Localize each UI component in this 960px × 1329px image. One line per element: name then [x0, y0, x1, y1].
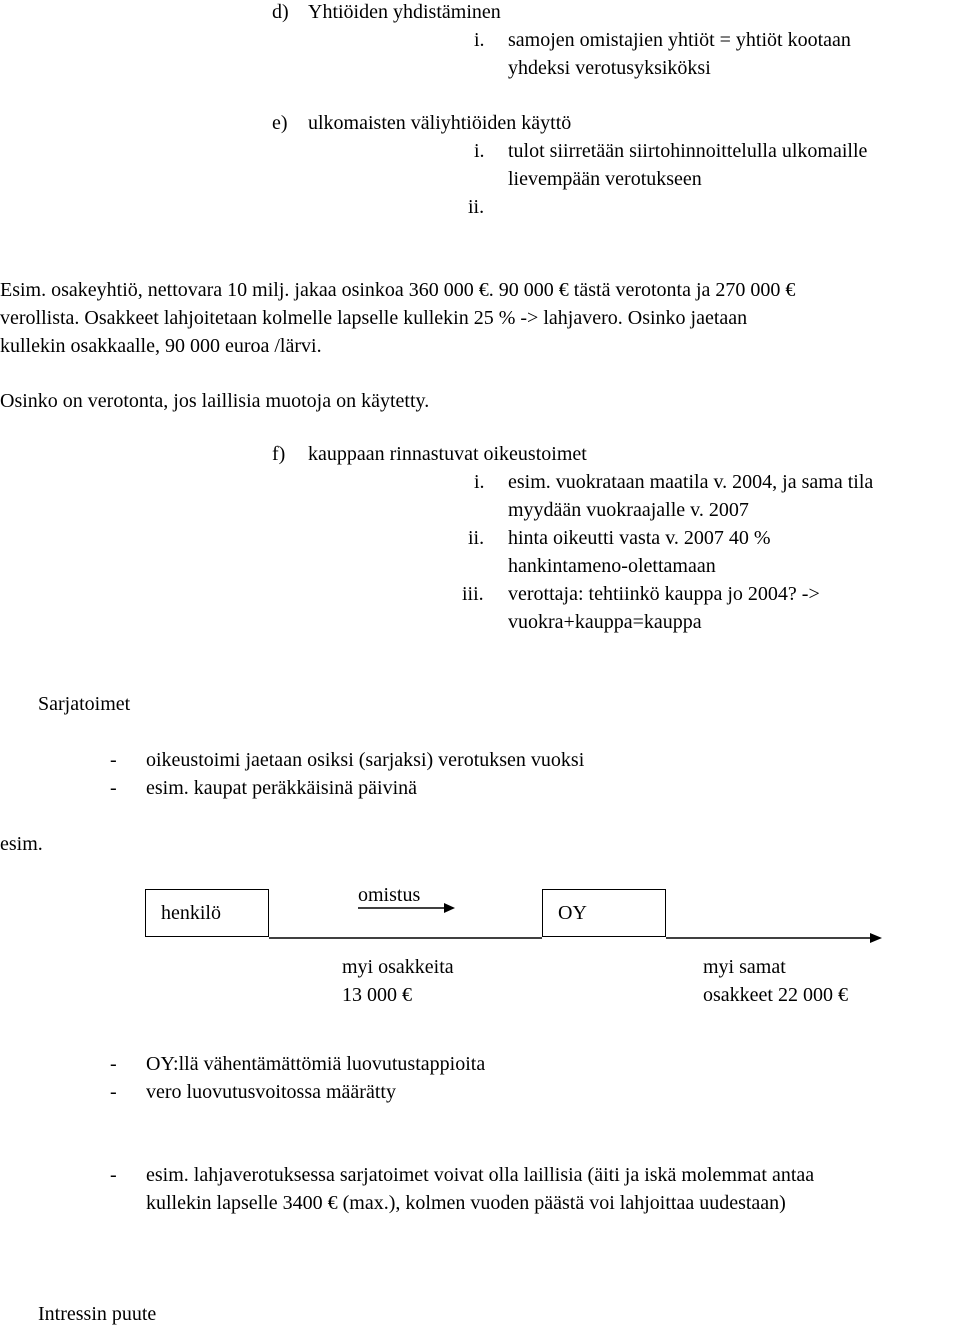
section-f-item-marker: ii.	[468, 527, 485, 549]
sale2-label: myi samat	[703, 956, 786, 978]
sale2-amount: osakkeet 22 000 €	[703, 984, 848, 1006]
section-e-item-line: tulot siirretään siirtohinnoittelulla ulkomaille	[508, 140, 868, 162]
person-box-label: henkilö	[161, 902, 221, 924]
sarjatoimet-bullet: oikeustoimi jaetaan osiksi (sarjaksi) verotuksen vuoksi	[146, 749, 585, 771]
sarjatoimet-bullet: esim. kaupat peräkkäisinä päivinä	[146, 777, 418, 799]
example-paragraph-line: kullekin osakkaalle, 90 000 euroa /lärvi.	[0, 335, 322, 357]
section-d-item-marker: i.	[474, 29, 485, 51]
section-f-item-line: esim. vuokrataan maatila v. 2004, ja sama tila	[508, 471, 874, 493]
sale1-amount: 13 000 €	[342, 984, 412, 1006]
section-e-item-marker: i.	[474, 140, 485, 162]
company-box-label: OY	[558, 902, 587, 924]
sale-arrow-head	[870, 933, 882, 943]
section-d-item-line: yhdeksi verotusyksiköksi	[508, 57, 711, 79]
ownership-arrow-head	[444, 903, 455, 913]
section-d-title: Yhtiöiden yhdistäminen	[308, 1, 501, 23]
section-e-label: e)	[272, 112, 288, 134]
section-e-item-line: lievempään verotukseen	[508, 168, 702, 190]
oy-bullet: vero luovutusvoitossa määrätty	[146, 1081, 396, 1103]
section-e-title: ulkomaisten väliyhtiöiden käyttö	[308, 112, 572, 134]
section-f-item-line: verottaja: tehtiinkö kauppa jo 2004? ->	[508, 583, 820, 605]
section-f-item-line: myydään vuokraajalle v. 2007	[508, 499, 749, 521]
section-f-item-line: hankintameno-olettamaan	[508, 555, 716, 577]
section-f-item-line: vuokra+kauppa=kauppa	[508, 611, 702, 633]
section-e-item-marker: ii.	[468, 196, 485, 218]
sarjatoimet-heading: Sarjatoimet	[38, 693, 131, 715]
gift-bullet-line: kullekin lapselle 3400 € (max.), kolmen vuoden päästä voi lahjoittaa uudestaan)	[146, 1192, 786, 1214]
bullet-dash: -	[110, 777, 117, 799]
section-f-item-marker: i.	[474, 471, 485, 493]
sale1-label: myi osakkeita	[342, 956, 454, 978]
section-d-label: d)	[272, 1, 289, 23]
example-paragraph-line: verollista. Osakkeet lahjoitetaan kolmelle lapselle kullekin 25 % -> lahjavero. Osinko jaetaan	[0, 307, 748, 329]
esim-label: esim.	[0, 833, 43, 855]
oy-bullet: OY:llä vähentämättömiä luovutustappioita	[146, 1053, 486, 1075]
bullet-dash: -	[110, 1053, 117, 1075]
example-paragraph-line: Esim. osakeyhtiö, nettovara 10 milj. jakaa osinkoa 360 000 €. 90 000 € tästä verotonta ja 270 000 €	[0, 279, 796, 301]
section-d-item-line: samojen omistajien yhtiöt = yhtiöt kootaan	[508, 29, 851, 51]
bottom-heading: Intressin puute	[38, 1303, 157, 1325]
gift-bullet-line: esim. lahjaverotuksessa sarjatoimet voivat olla laillisia (äiti ja iskä molemmat antaa	[146, 1164, 815, 1186]
section-f-title: kauppaan rinnastuvat oikeustoimet	[308, 443, 587, 465]
tax-free-note: Osinko on verotonta, jos laillisia muotoja on käytetty.	[0, 390, 430, 412]
section-f-item-line: hinta oikeutti vasta v. 2007 40 %	[508, 527, 771, 549]
bullet-dash: -	[110, 1081, 117, 1103]
bullet-dash: -	[110, 749, 117, 771]
section-f-label: f)	[272, 443, 286, 465]
ownership-arrow-label: omistus	[358, 884, 421, 906]
section-f-item-marker: iii.	[462, 583, 484, 605]
bullet-dash: -	[110, 1164, 117, 1186]
